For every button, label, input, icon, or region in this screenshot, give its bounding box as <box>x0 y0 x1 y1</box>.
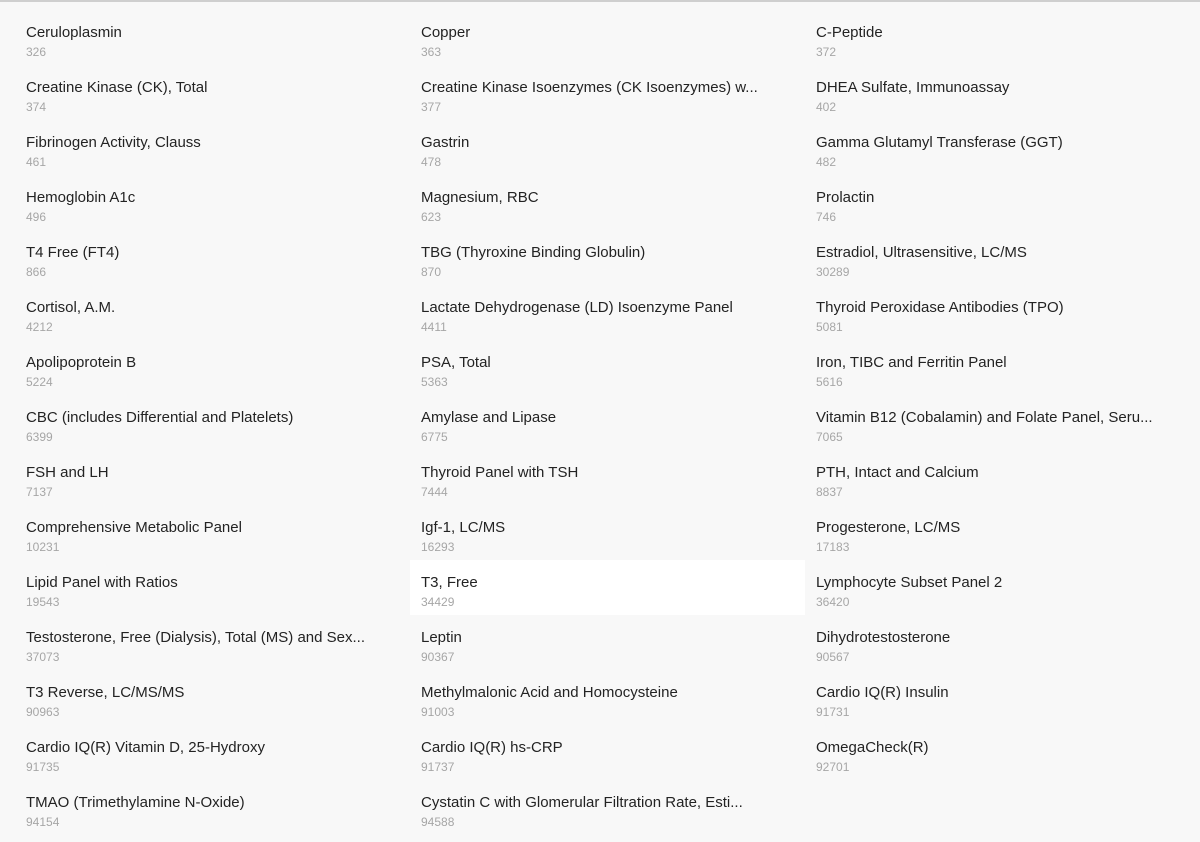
test-name: Testosterone, Free (Dialysis), Total (MS) and Sex... <box>26 629 366 646</box>
test-item[interactable] <box>15 395 410 450</box>
test-item[interactable] <box>805 450 1200 505</box>
test-name: Fibrinogen Activity, Clauss <box>26 134 201 151</box>
test-name: Igf-1, LC/MS <box>421 519 506 536</box>
test-code: 6775 <box>421 430 448 444</box>
test-item[interactable] <box>15 560 410 615</box>
test-code: 482 <box>816 155 837 169</box>
test-code: 91003 <box>421 705 455 719</box>
test-item[interactable] <box>410 450 805 505</box>
test-name: Leptin <box>421 629 462 646</box>
test-name: Vitamin B12 (Cobalamin) and Folate Panel, Seru... <box>816 409 1153 426</box>
test-item[interactable] <box>805 725 1200 780</box>
test-name: T3, Free <box>421 574 478 591</box>
test-item[interactable] <box>410 395 805 450</box>
test-code: 90367 <box>421 650 455 664</box>
test-name: Amylase and Lipase <box>421 409 557 426</box>
test-item[interactable] <box>805 505 1200 560</box>
test-code: 37073 <box>26 650 60 664</box>
test-code: 8837 <box>816 485 843 499</box>
test-code: 4212 <box>26 320 53 334</box>
test-name: Lymphocyte Subset Panel 2 <box>816 574 1003 591</box>
test-code: 7137 <box>26 485 53 499</box>
test-code: 34429 <box>421 595 455 609</box>
test-item[interactable] <box>805 560 1200 615</box>
test-name: OmegaCheck(R) <box>816 739 929 756</box>
test-name: Creatine Kinase (CK), Total <box>26 79 208 96</box>
test-name: Lactate Dehydrogenase (LD) Isoenzyme Panel <box>421 299 733 316</box>
test-item[interactable] <box>410 670 805 725</box>
test-item[interactable] <box>15 65 410 120</box>
test-name: Hemoglobin A1c <box>26 189 136 206</box>
test-item[interactable] <box>805 175 1200 230</box>
test-code: 7444 <box>421 485 448 499</box>
test-name: C-Peptide <box>816 24 883 41</box>
test-name: Gamma Glutamyl Transferase (GGT) <box>816 134 1063 151</box>
test-code: 19543 <box>26 595 60 609</box>
test-item[interactable] <box>410 615 805 670</box>
test-name: Prolactin <box>816 189 875 206</box>
test-item[interactable] <box>410 285 805 340</box>
test-name: Ceruloplasmin <box>26 24 122 41</box>
test-code: 5081 <box>816 320 843 334</box>
test-name: Cardio IQ(R) hs-CRP <box>421 739 563 756</box>
test-name: Dihydrotestosterone <box>816 629 951 646</box>
test-code: 30289 <box>816 265 850 279</box>
test-name: T4 Free (FT4) <box>26 244 120 261</box>
test-item[interactable] <box>410 505 805 560</box>
test-code: 91731 <box>816 705 850 719</box>
test-name: Gastrin <box>421 134 470 151</box>
test-code: 6399 <box>26 430 53 444</box>
test-code: 866 <box>26 265 47 279</box>
test-grid <box>15 10 1200 835</box>
test-code: 17183 <box>816 540 850 554</box>
test-name: Creatine Kinase Isoenzymes (CK Isoenzymes) w... <box>421 79 758 96</box>
test-item[interactable] <box>410 725 805 780</box>
test-item[interactable] <box>805 230 1200 285</box>
test-name: Methylmalonic Acid and Homocysteine <box>421 684 678 701</box>
test-code: 5616 <box>816 375 843 389</box>
test-item[interactable] <box>805 395 1200 450</box>
test-code: 372 <box>816 45 837 59</box>
test-name: TBG (Thyroxine Binding Globulin) <box>421 244 646 261</box>
test-item[interactable] <box>410 175 805 230</box>
test-item[interactable] <box>410 560 805 615</box>
test-code: 402 <box>816 100 837 114</box>
test-name: T3 Reverse, LC/MS/MS <box>26 684 185 701</box>
test-item[interactable] <box>15 285 410 340</box>
test-code: 374 <box>26 100 47 114</box>
test-name: Cardio IQ(R) Vitamin D, 25-Hydroxy <box>26 739 265 756</box>
test-code: 94588 <box>421 815 455 829</box>
test-code: 94154 <box>26 815 60 829</box>
test-item[interactable] <box>15 725 410 780</box>
test-item[interactable] <box>15 120 410 175</box>
test-name: Thyroid Peroxidase Antibodies (TPO) <box>816 299 1064 316</box>
test-code: 870 <box>421 265 442 279</box>
test-name: Iron, TIBC and Ferritin Panel <box>816 354 1007 371</box>
test-name: FSH and LH <box>26 464 109 481</box>
test-item[interactable] <box>410 780 805 835</box>
test-code: 10231 <box>26 540 60 554</box>
test-name: DHEA Sulfate, Immunoassay <box>816 79 1010 96</box>
test-item[interactable] <box>805 340 1200 395</box>
test-name: Comprehensive Metabolic Panel <box>26 519 242 536</box>
test-name: Progesterone, LC/MS <box>816 519 961 536</box>
test-item[interactable] <box>805 10 1200 65</box>
test-item[interactable] <box>15 615 410 670</box>
test-item[interactable] <box>15 230 410 285</box>
test-item[interactable] <box>410 65 805 120</box>
test-item[interactable] <box>410 340 805 395</box>
test-item[interactable] <box>805 285 1200 340</box>
test-code: 623 <box>421 210 442 224</box>
test-code: 7065 <box>816 430 843 444</box>
test-item[interactable] <box>15 175 410 230</box>
test-code: 746 <box>816 210 837 224</box>
test-name: PSA, Total <box>421 354 491 371</box>
test-item[interactable] <box>15 340 410 395</box>
test-code: 377 <box>421 100 442 114</box>
test-code: 4411 <box>421 320 447 334</box>
test-code: 478 <box>421 155 442 169</box>
test-name: PTH, Intact and Calcium <box>816 464 979 481</box>
test-code: 5224 <box>26 375 53 389</box>
test-item[interactable] <box>805 65 1200 120</box>
test-code: 16293 <box>421 540 455 554</box>
test-code: 91737 <box>421 760 455 774</box>
test-item[interactable] <box>805 670 1200 725</box>
test-name: Estradiol, Ultrasensitive, LC/MS <box>816 244 1027 261</box>
test-item[interactable] <box>805 615 1200 670</box>
test-name: TMAO (Trimethylamine N-Oxide) <box>26 794 245 811</box>
test-code: 5363 <box>421 375 448 389</box>
test-name: Copper <box>421 24 471 41</box>
test-name: Magnesium, RBC <box>421 189 539 206</box>
test-item[interactable] <box>15 670 410 725</box>
test-item[interactable] <box>15 505 410 560</box>
test-code: 326 <box>26 45 47 59</box>
test-name: Lipid Panel with Ratios <box>26 574 178 591</box>
test-name: Cystatin C with Glomerular Filtration Rate, Esti... <box>421 794 743 811</box>
test-name: Apolipoprotein B <box>26 354 137 371</box>
test-code: 496 <box>26 210 47 224</box>
test-name: Thyroid Panel with TSH <box>421 464 579 481</box>
test-name: Cardio IQ(R) Insulin <box>816 684 949 701</box>
test-name: CBC (includes Differential and Platelets) <box>26 409 294 426</box>
test-code: 461 <box>26 155 47 169</box>
test-code: 92701 <box>816 760 850 774</box>
test-code: 91735 <box>26 760 60 774</box>
test-code: 363 <box>421 45 442 59</box>
test-code: 36420 <box>816 595 850 609</box>
test-item[interactable] <box>15 10 410 65</box>
test-item[interactable] <box>410 120 805 175</box>
top-border <box>0 0 1200 2</box>
test-item[interactable] <box>15 450 410 505</box>
test-code: 90963 <box>26 705 60 719</box>
test-item[interactable] <box>410 230 805 285</box>
test-item[interactable] <box>805 120 1200 175</box>
test-code: 90567 <box>816 650 850 664</box>
test-item[interactable] <box>15 780 410 835</box>
test-item[interactable] <box>410 10 805 65</box>
test-name: Cortisol, A.M. <box>26 299 116 316</box>
